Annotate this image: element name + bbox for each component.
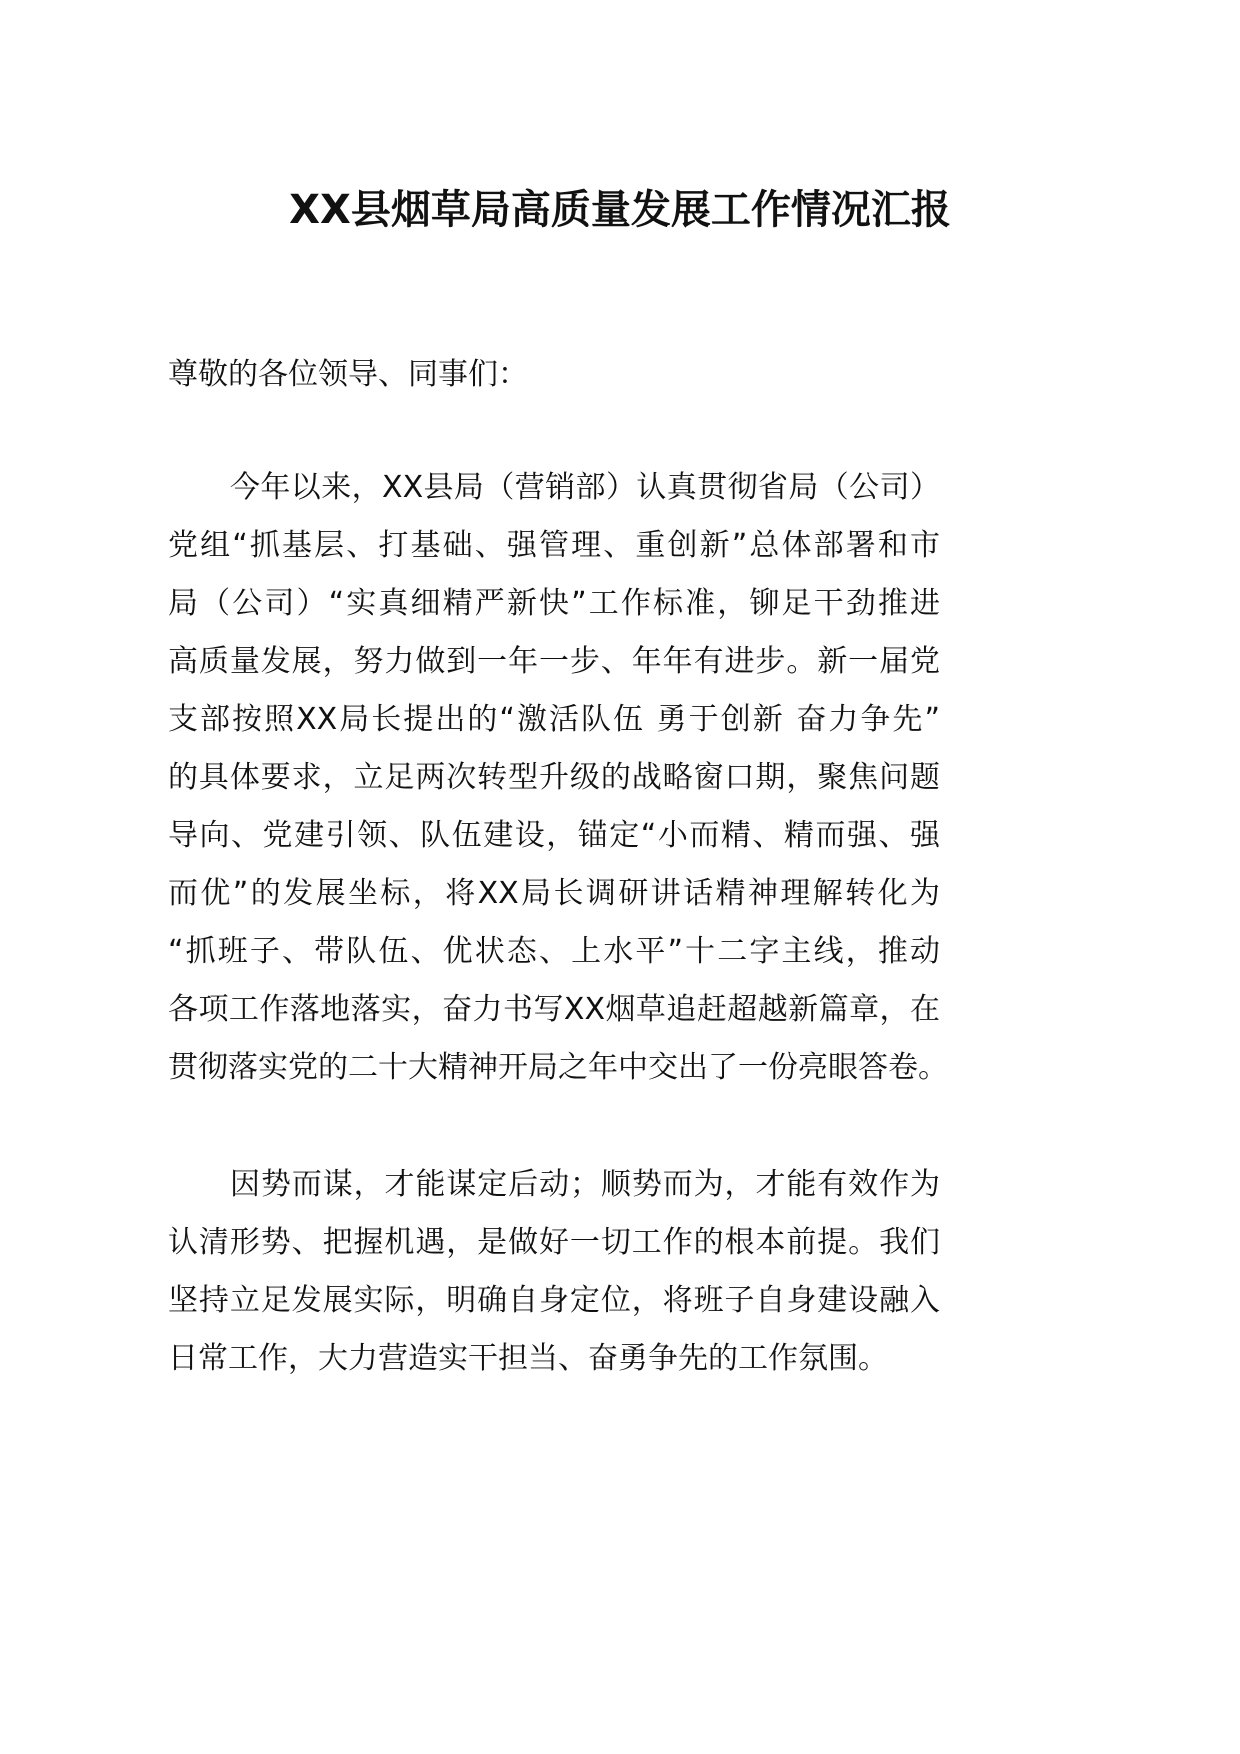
paragraph-line: 各项工作落地落实，奋力书写XX烟草追赶超越新篇章，在 [168,992,940,1027]
paragraph-line: 党组“抓基层、打基础、强管理、重创新”总体部署和市 [168,528,940,563]
paragraph-line: 贯彻落实党的二十大精神开局之年中交出了一份亮眼答卷。 [168,1050,948,1085]
paragraph-line: 的具体要求，立足两次转型升级的战略窗口期，聚焦问题 [168,760,940,795]
paragraph-line: 局（公司）“实真细精严新快”工作标准，铆足干劲推进 [168,586,940,621]
paragraph-line: 因势而谋，才能谋定后动；顺势而为，才能有效作为 [230,1167,940,1202]
paragraph-line: 高质量发展，努力做到一年一步、年年有进步。新一届党 [168,644,940,679]
paragraph-line: 导向、党建引领、队伍建设，锚定“小而精、精而强、强 [168,818,940,853]
paragraph-2 [168,1156,940,1388]
document-title: XX县烟草局高质量发展工作情况汇报 [289,187,951,233]
paragraph-1 [168,459,948,1097]
paragraph-line: 支部按照XX局长提出的“激活队伍 勇于创新 奋力争先” [168,702,940,737]
greeting: 尊敬的各位领导、同事们： [168,357,528,392]
paragraph-line: 而优”的发展坐标，将XX局长调研讲话精神理解转化为 [168,876,940,911]
paragraph-line: 坚持立足发展实际，明确自身定位，将班子自身建设融入 [168,1283,940,1318]
paragraph-line: “抓班子、带队伍、优状态、上水平”十二字主线，推动 [168,934,940,969]
paragraph-line: 认清形势、把握机遇，是做好一切工作的根本前提。我们 [168,1225,940,1260]
paragraph-line: 日常工作，大力营造实干担当、奋勇争先的工作氛围。 [168,1341,888,1376]
paragraph-line: 今年以来，XX县局（营销部）认真贯彻省局（公司） [230,470,940,505]
